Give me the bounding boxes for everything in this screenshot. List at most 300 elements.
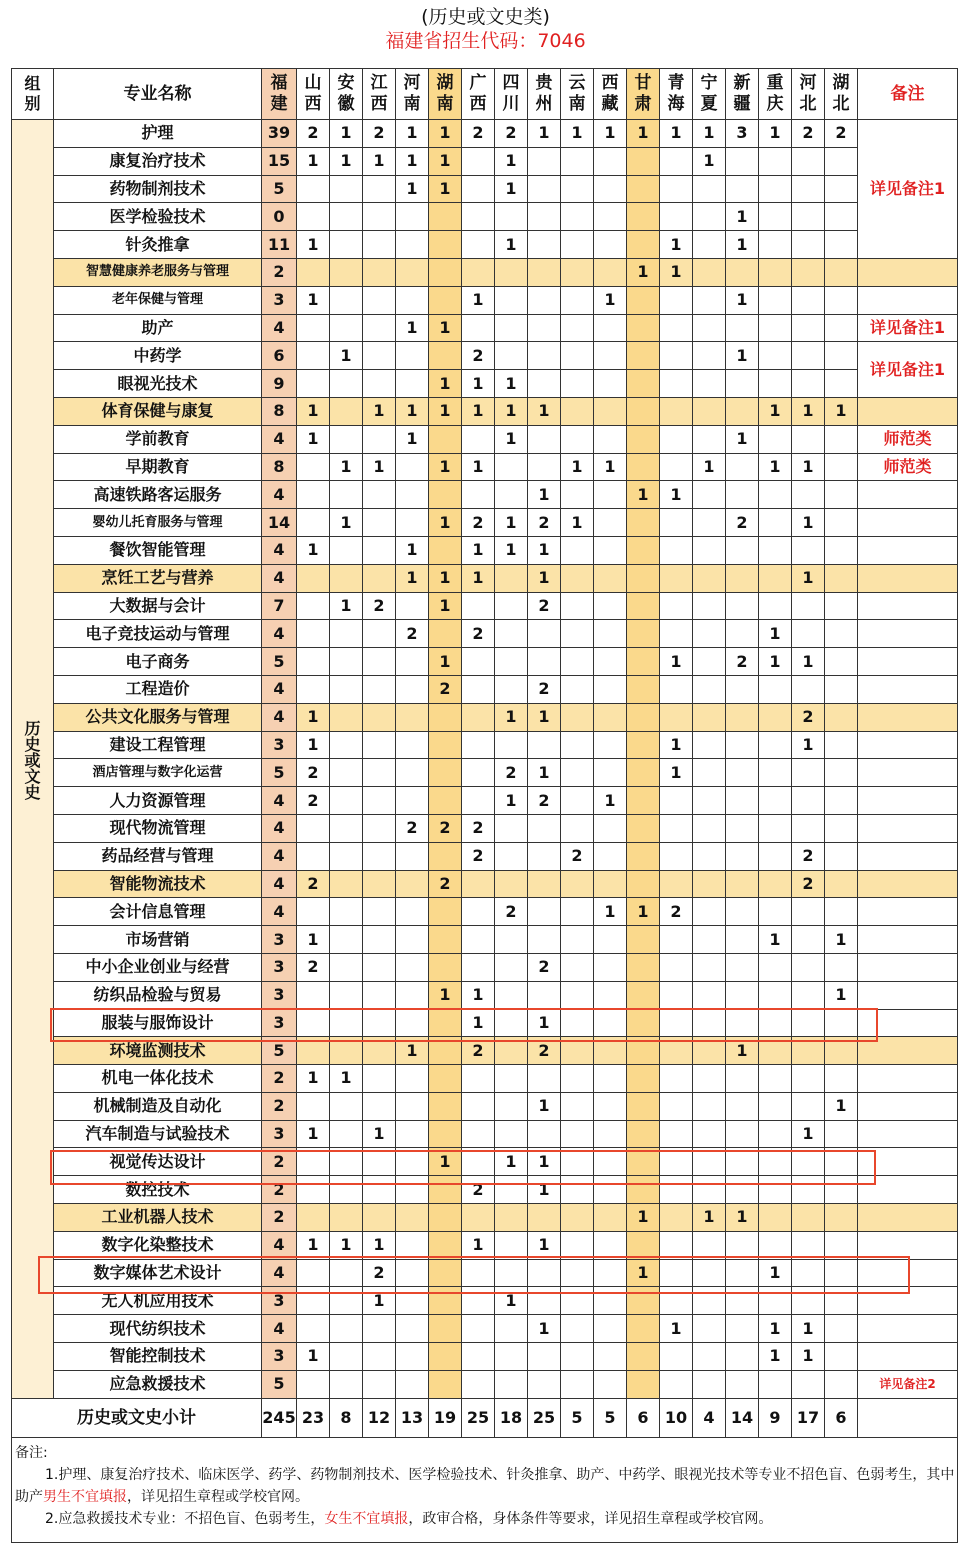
fujian-quota: 4 (262, 425, 297, 453)
province-quota (660, 1148, 693, 1176)
province-quota (561, 592, 594, 620)
province-quota (660, 675, 693, 703)
table-row (12, 509, 958, 537)
province-quota (330, 425, 363, 453)
remark-cell (858, 898, 958, 926)
province-quota (759, 425, 792, 453)
province-quota (561, 397, 594, 425)
province-quota (594, 564, 627, 592)
province-quota (726, 759, 759, 787)
subtotal-province: 14 (726, 1398, 759, 1437)
remark-cell (858, 1065, 958, 1093)
province-quota: 2 (462, 120, 495, 148)
province-quota: 1 (528, 481, 561, 509)
province-quota (561, 1370, 594, 1398)
province-quota: 2 (726, 648, 759, 676)
province-quota (528, 898, 561, 926)
province-quota (792, 620, 825, 648)
province-quota (627, 620, 660, 648)
province-quota: 1 (627, 258, 660, 286)
province-quota (759, 481, 792, 509)
province-quota: 2 (462, 1037, 495, 1065)
province-quota (726, 1092, 759, 1120)
table-row (12, 203, 958, 231)
province-quota (528, 286, 561, 314)
province-quota (330, 759, 363, 787)
province-quota (825, 898, 858, 926)
province-quota (825, 648, 858, 676)
province-quota: 1 (363, 1287, 396, 1315)
province-quota (693, 1009, 726, 1037)
major-name: 康复治疗技术 (54, 147, 262, 175)
province-quota (594, 1065, 627, 1093)
province-quota (693, 620, 726, 648)
province-quota (330, 1370, 363, 1398)
province-quota (528, 342, 561, 370)
province-quota (627, 1370, 660, 1398)
province-quota: 1 (462, 1009, 495, 1037)
province-quota: 2 (462, 1176, 495, 1204)
province-quota (726, 1259, 759, 1287)
province-quota: 1 (693, 147, 726, 175)
table-row (12, 397, 958, 425)
province-quota (759, 703, 792, 731)
province-quota: 2 (363, 592, 396, 620)
table-row (12, 870, 958, 898)
province-quota (627, 1231, 660, 1259)
province-quota (693, 286, 726, 314)
province-quota: 1 (759, 397, 792, 425)
table-row (12, 1120, 958, 1148)
province-quota: 1 (759, 120, 792, 148)
province-quota (825, 703, 858, 731)
table-row (12, 1176, 958, 1204)
province-quota (825, 1231, 858, 1259)
province-quota (726, 1315, 759, 1343)
table-row (12, 1231, 958, 1259)
province-quota (528, 814, 561, 842)
province-quota (693, 1287, 726, 1315)
province-quota (594, 1287, 627, 1315)
province-quota (363, 370, 396, 398)
province-quota: 1 (462, 981, 495, 1009)
province-quota (429, 1315, 462, 1343)
subtotal-province: 5 (561, 1398, 594, 1437)
province-quota (726, 592, 759, 620)
province-quota: 1 (330, 342, 363, 370)
province-quota (363, 564, 396, 592)
province-quota (825, 1259, 858, 1287)
province-quota (627, 926, 660, 954)
province-quota: 1 (330, 453, 363, 481)
province-quota (396, 703, 429, 731)
province-quota (594, 675, 627, 703)
province-quota: 1 (297, 926, 330, 954)
province-quota (594, 397, 627, 425)
major-name: 公共文化服务与管理 (54, 703, 262, 731)
province-quota: 2 (792, 842, 825, 870)
province-quota (825, 1287, 858, 1315)
major-name: 中药学 (54, 342, 262, 370)
fujian-quota: 3 (262, 981, 297, 1009)
province-quota (726, 314, 759, 342)
province-quota (396, 1343, 429, 1371)
province-quota: 1 (792, 509, 825, 537)
province-quota: 1 (363, 1231, 396, 1259)
province-quota (825, 620, 858, 648)
table-row (12, 1370, 958, 1398)
fujian-quota: 8 (262, 397, 297, 425)
province-quota (627, 147, 660, 175)
province-quota (429, 1259, 462, 1287)
province-quota (627, 509, 660, 537)
province-quota (726, 675, 759, 703)
province-quota (528, 1370, 561, 1398)
province-quota (627, 564, 660, 592)
province-quota (528, 926, 561, 954)
province-quota (561, 620, 594, 648)
fujian-quota: 3 (262, 926, 297, 954)
table-row (12, 1287, 958, 1315)
subtotal-province: 17 (792, 1398, 825, 1437)
province-quota (726, 703, 759, 731)
province-quota (528, 231, 561, 259)
province-quota (726, 1065, 759, 1093)
province-quota: 1 (594, 120, 627, 148)
remarks-block (12, 1437, 958, 1542)
province-quota (594, 981, 627, 1009)
province-quota (462, 870, 495, 898)
province-quota (594, 731, 627, 759)
province-quota (462, 203, 495, 231)
province-quota (825, 481, 858, 509)
province-quota (726, 870, 759, 898)
province-quota (561, 981, 594, 1009)
province-quota (792, 286, 825, 314)
province-quota (297, 1204, 330, 1232)
province-quota (759, 1204, 792, 1232)
province-quota (660, 286, 693, 314)
province-quota (594, 703, 627, 731)
province-quota (330, 981, 363, 1009)
remark-cell (858, 1259, 958, 1287)
province-quota: 1 (561, 453, 594, 481)
fujian-quota: 8 (262, 453, 297, 481)
province-quota (396, 1009, 429, 1037)
province-quota: 2 (429, 870, 462, 898)
subtotal-province: 4 (693, 1398, 726, 1437)
province-quota (396, 342, 429, 370)
province-quota (561, 1148, 594, 1176)
province-quota (429, 342, 462, 370)
province-quota (561, 787, 594, 815)
province-quota (726, 1148, 759, 1176)
fujian-quota: 0 (262, 203, 297, 231)
fujian-quota: 2 (262, 1204, 297, 1232)
subtotal-province: 5 (594, 1398, 627, 1437)
table-row (12, 1065, 958, 1093)
province-quota (429, 953, 462, 981)
province-quota (462, 1092, 495, 1120)
province-quota (561, 1343, 594, 1371)
province-header: 湖南 (429, 69, 462, 120)
province-quota (693, 481, 726, 509)
province-quota (528, 258, 561, 286)
province-quota: 1 (528, 1148, 561, 1176)
province-quota (627, 842, 660, 870)
province-quota (693, 258, 726, 286)
table-header-row (12, 69, 958, 120)
province-quota (759, 231, 792, 259)
province-quota: 1 (462, 536, 495, 564)
province-quota (594, 759, 627, 787)
province-quota (594, 953, 627, 981)
province-quota (429, 1231, 462, 1259)
province-quota (429, 203, 462, 231)
province-quota (693, 425, 726, 453)
province-quota (594, 425, 627, 453)
province-quota (792, 926, 825, 954)
province-quota: 1 (693, 1204, 726, 1232)
province-quota (627, 425, 660, 453)
province-quota (561, 1287, 594, 1315)
province-quota (297, 620, 330, 648)
major-name: 体育保健与康复 (54, 397, 262, 425)
province-quota: 1 (396, 147, 429, 175)
province-quota (660, 147, 693, 175)
province-quota (759, 787, 792, 815)
province-quota (396, 898, 429, 926)
province-quota (825, 370, 858, 398)
province-quota: 1 (396, 425, 429, 453)
province-quota: 1 (495, 147, 528, 175)
province-quota: 1 (330, 1231, 363, 1259)
province-quota: 1 (297, 536, 330, 564)
province-quota (495, 1370, 528, 1398)
province-quota: 1 (396, 175, 429, 203)
province-quota (759, 342, 792, 370)
province-quota (825, 231, 858, 259)
province-quota (792, 981, 825, 1009)
province-quota (792, 1287, 825, 1315)
province-quota (660, 703, 693, 731)
province-quota (297, 370, 330, 398)
remark-line-2 (15, 1508, 957, 1530)
major-name: 数字化染整技术 (54, 1231, 262, 1259)
province-quota (627, 703, 660, 731)
province-quota (693, 1065, 726, 1093)
fujian-quota: 2 (262, 258, 297, 286)
province-quota (825, 814, 858, 842)
major-name-header: 专业名称 (54, 69, 262, 120)
province-quota: 1 (528, 1176, 561, 1204)
province-quota (693, 870, 726, 898)
province-quota (759, 1120, 792, 1148)
province-quota (594, 175, 627, 203)
remark-cell (858, 981, 958, 1009)
province-quota (693, 787, 726, 815)
table-row (12, 564, 958, 592)
province-quota (825, 1120, 858, 1148)
province-quota (660, 1037, 693, 1065)
province-quota (594, 1343, 627, 1371)
province-quota: 1 (759, 453, 792, 481)
remark-cell (858, 1343, 958, 1371)
province-quota (561, 1065, 594, 1093)
province-quota (759, 536, 792, 564)
major-name: 眼视光技术 (54, 370, 262, 398)
province-quota: 2 (462, 842, 495, 870)
province-quota (363, 509, 396, 537)
province-quota: 1 (396, 536, 429, 564)
province-quota (759, 981, 792, 1009)
province-quota (627, 397, 660, 425)
table-row (12, 231, 958, 259)
province-quota: 1 (495, 425, 528, 453)
province-quota (429, 1065, 462, 1093)
province-quota (792, 342, 825, 370)
subtotal-label: 历史或文史小计 (12, 1398, 262, 1437)
province-quota: 1 (429, 592, 462, 620)
fujian-quota: 4 (262, 842, 297, 870)
province-quota: 2 (297, 759, 330, 787)
province-quota (297, 509, 330, 537)
province-quota (693, 1148, 726, 1176)
province-quota (396, 286, 429, 314)
province-quota (297, 258, 330, 286)
province-quota (693, 509, 726, 537)
province-quota: 1 (594, 286, 627, 314)
province-quota (726, 453, 759, 481)
province-quota (825, 1009, 858, 1037)
province-quota (594, 926, 627, 954)
province-quota (726, 898, 759, 926)
province-quota: 1 (561, 509, 594, 537)
province-quota (660, 953, 693, 981)
province-quota (561, 314, 594, 342)
province-quota (759, 147, 792, 175)
province-quota: 1 (759, 1259, 792, 1287)
remark-cell (858, 675, 958, 703)
province-quota (693, 675, 726, 703)
province-header: 河北 (792, 69, 825, 120)
table-row (12, 342, 958, 370)
province-quota (495, 981, 528, 1009)
province-quota (660, 370, 693, 398)
province-quota (660, 926, 693, 954)
fujian-quota: 3 (262, 1343, 297, 1371)
province-quota (462, 1343, 495, 1371)
province-quota (627, 1148, 660, 1176)
province-quota (396, 231, 429, 259)
province-quota (792, 370, 825, 398)
province-quota: 2 (726, 509, 759, 537)
province-quota (462, 231, 495, 259)
province-quota (792, 898, 825, 926)
province-quota (495, 314, 528, 342)
province-quota (792, 1204, 825, 1232)
major-name: 机电一体化技术 (54, 1065, 262, 1093)
province-quota (330, 648, 363, 676)
group-header: 组别 (12, 69, 54, 120)
table-row (12, 370, 958, 398)
province-quota (825, 175, 858, 203)
province-quota (693, 648, 726, 676)
province-quota (396, 453, 429, 481)
province-quota (726, 536, 759, 564)
province-quota (594, 258, 627, 286)
province-quota (693, 1343, 726, 1371)
province-quota (594, 1009, 627, 1037)
province-quota: 1 (495, 787, 528, 815)
province-quota (363, 481, 396, 509)
province-quota: 1 (759, 648, 792, 676)
province-quota: 1 (363, 453, 396, 481)
province-quota (627, 648, 660, 676)
province-quota (363, 981, 396, 1009)
province-quota: 1 (660, 648, 693, 676)
province-quota (429, 759, 462, 787)
province-quota (693, 592, 726, 620)
province-quota (495, 1315, 528, 1343)
province-quota (429, 1204, 462, 1232)
province-quota (330, 1009, 363, 1037)
province-quota (561, 953, 594, 981)
major-name: 早期教育 (54, 453, 262, 481)
province-header: 云南 (561, 69, 594, 120)
province-quota (297, 342, 330, 370)
table-row (12, 898, 958, 926)
province-header: 广西 (462, 69, 495, 120)
province-quota (594, 592, 627, 620)
province-quota (561, 898, 594, 926)
remark-1-tail: ，详见招生章程或学校官网。 (127, 1488, 309, 1505)
province-quota (495, 203, 528, 231)
province-quota (429, 1037, 462, 1065)
remark-cell (858, 842, 958, 870)
province-quota: 1 (495, 509, 528, 537)
province-quota (330, 314, 363, 342)
province-quota (660, 870, 693, 898)
province-quota: 1 (660, 1315, 693, 1343)
province-quota (693, 1120, 726, 1148)
province-quota (627, 1343, 660, 1371)
province-quota (396, 731, 429, 759)
province-quota (825, 1370, 858, 1398)
province-quota (660, 564, 693, 592)
province-quota (297, 648, 330, 676)
province-quota (330, 1148, 363, 1176)
table-row (12, 1009, 958, 1037)
province-quota (396, 1259, 429, 1287)
province-quota (330, 1120, 363, 1148)
province-quota (594, 842, 627, 870)
province-quota (396, 481, 429, 509)
province-quota (429, 620, 462, 648)
province-quota (495, 814, 528, 842)
province-quota: 2 (528, 592, 561, 620)
province-quota (495, 342, 528, 370)
province-quota: 1 (759, 926, 792, 954)
province-quota (594, 870, 627, 898)
province-quota: 1 (528, 759, 561, 787)
province-quota (660, 1259, 693, 1287)
province-quota (693, 175, 726, 203)
province-quota (429, 1009, 462, 1037)
province-quota: 1 (429, 120, 462, 148)
province-quota (330, 953, 363, 981)
province-quota (495, 842, 528, 870)
